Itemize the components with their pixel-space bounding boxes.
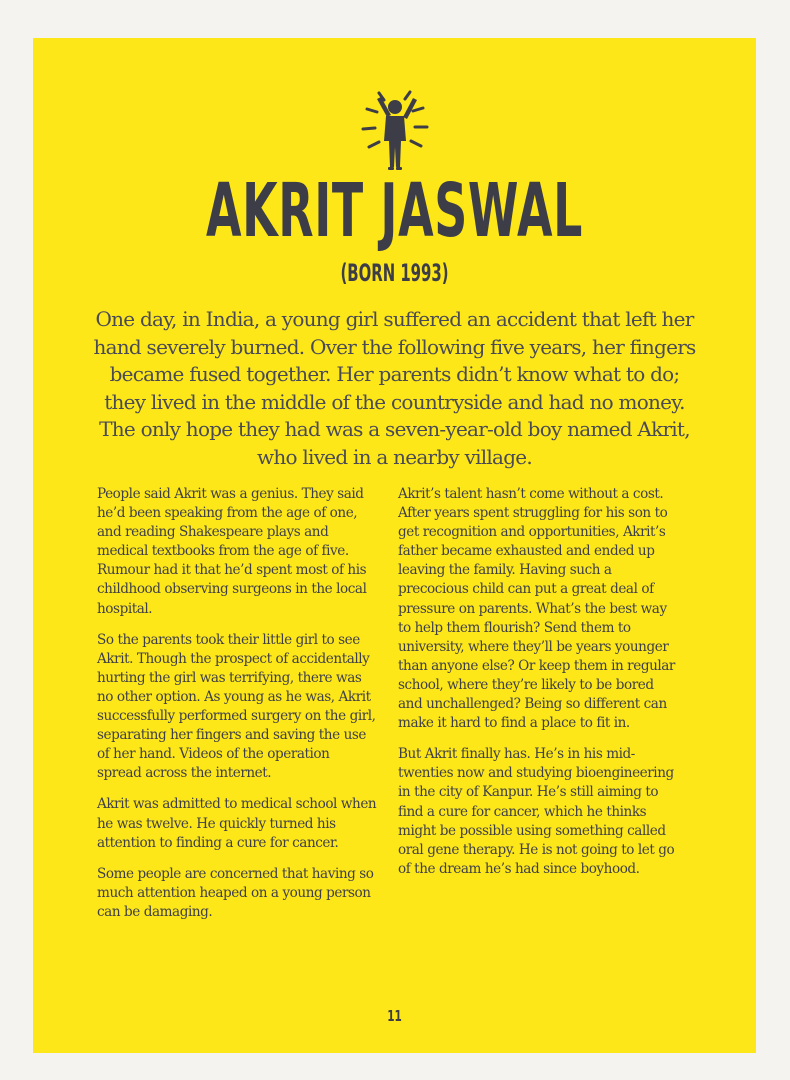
book-page	[33, 38, 756, 1053]
person-name-heading: AKRIT JASWAL	[205, 168, 584, 254]
body-paragraph: Akrit was admitted to medical school when he was twelve. He quickly turned his attention to finding a cure for cancer.	[97, 796, 377, 851]
body-paragraph: But Akrit finally has. He’s in his mid-twenties now and studying bioengineering in the city of Kanpur. He’s still aiming to find a cure for cancer, which he thinks might be possible using something called oral gene therapy. He is not going to let go of the dream he’s had since boyhood.	[398, 746, 675, 877]
left-text-column	[97, 485, 377, 934]
body-paragraph: Some people are concerned that having so much attention heaped on a young person can be damaging.	[97, 865, 374, 920]
cheering-child-icon	[355, 83, 435, 173]
birth-year-subheading: (BORN 1993)	[340, 259, 449, 287]
body-paragraph: People said Akrit was a genius. They said he’d been speaking from the age of one, and reading Shakespeare plays and medical textbooks from the age of five. Rumour had it that he’d spent most of his childhood observing surgeons in the local hospital.	[97, 486, 367, 617]
page-number: 11	[387, 1007, 402, 1025]
right-text-column	[398, 485, 678, 891]
body-paragraph: Akrit’s talent hasn’t come without a cost. After years spent struggling for his son to get recognition and opportunities, Akrit’s father became exhausted and ended up leaving the family. Having such a precocious child can put a great deal of pressure on parents. What’s the best way to help them flourish? Send them to university, where they’ll be years younger than anyone else? Or keep them in regular school, where they’re likely to be bored and unchallenged? Being so different can make it hard to find a place to fit in.	[398, 486, 675, 732]
intro-paragraph: One day, in India, a young girl suffered an accident that left her hand severely burned. Over the following five years, her fingers became fused together. Her parents didn’t know what to do; they lived in the middle of the countryside and had no money. The only hope they had was a seven-year-old boy named Akrit, who lived in a nearby village.	[93, 307, 696, 469]
body-paragraph: So the parents took their little girl to see Akrit. Though the prospect of accidentally hurting the girl was terrifying, there was no other option. As young as he was, Akrit successfully performed surgery on the girl, separating her fingers and saving the use of her hand. Videos of the operation spread across the internet.	[97, 631, 376, 782]
